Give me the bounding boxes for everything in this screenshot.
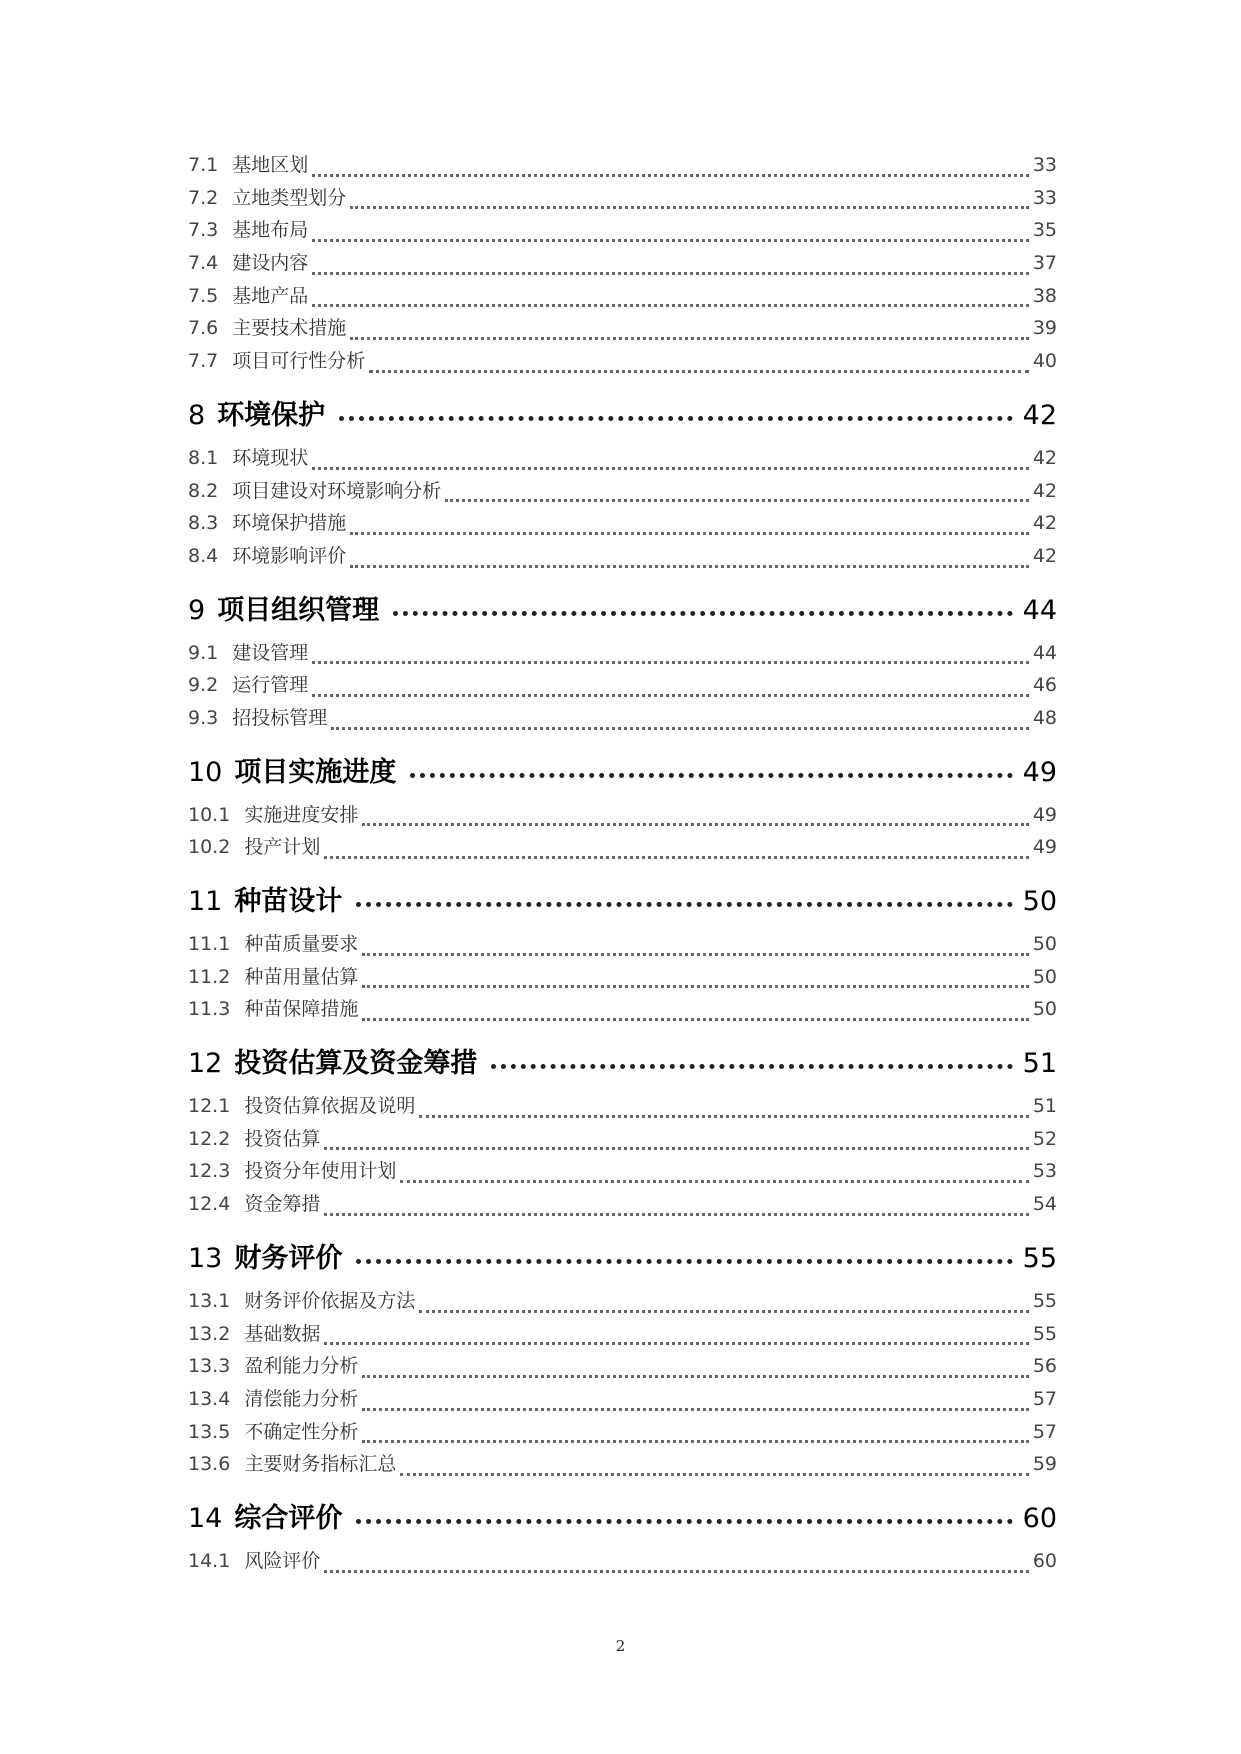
toc-entry-page: 55 bbox=[1032, 1322, 1057, 1345]
toc-entry-title: 项目可行性分析 bbox=[232, 350, 366, 373]
toc-chapter-entry[interactable] bbox=[188, 1236, 1057, 1272]
toc-dot-leader bbox=[445, 499, 1029, 502]
toc-dot-leader bbox=[312, 304, 1029, 307]
toc-entry-page: 56 bbox=[1032, 1355, 1057, 1378]
toc-entry-number: 7.3 bbox=[188, 219, 219, 242]
toc-entry-title: 种苗保障措施 bbox=[244, 998, 359, 1021]
toc-entry-page: 42 bbox=[1032, 479, 1057, 502]
toc-entry-number: 14 bbox=[188, 1502, 223, 1532]
toc-dot-leader bbox=[419, 1310, 1028, 1313]
toc-dot-leader bbox=[312, 239, 1029, 242]
table-of-contents bbox=[188, 150, 1057, 1579]
toc-entry-number: 13.5 bbox=[188, 1420, 231, 1443]
toc-entry-title: 环境保护措施 bbox=[232, 512, 347, 535]
toc-section-entry[interactable] bbox=[188, 508, 1057, 541]
toc-dot-leader bbox=[356, 902, 1012, 907]
toc-dot-leader bbox=[362, 1440, 1028, 1443]
toc-dot-leader bbox=[362, 985, 1028, 988]
toc-section-entry[interactable] bbox=[188, 1546, 1057, 1579]
toc-entry-number: 13.3 bbox=[188, 1355, 231, 1378]
toc-section-entry[interactable] bbox=[188, 962, 1057, 995]
toc-entry-title: 投资估算及资金筹措 bbox=[234, 1048, 478, 1078]
toc-entry-page: 57 bbox=[1032, 1387, 1057, 1410]
toc-section-entry[interactable] bbox=[188, 1124, 1057, 1157]
toc-entry-number: 7.4 bbox=[188, 252, 219, 275]
toc-entry-number: 8 bbox=[188, 399, 206, 429]
toc-entry-title: 环境现状 bbox=[232, 446, 309, 469]
toc-dot-leader bbox=[350, 565, 1029, 568]
toc-dot-leader bbox=[350, 532, 1029, 535]
toc-entry-title: 盈利能力分析 bbox=[244, 1355, 359, 1378]
toc-entry-number: 12.2 bbox=[188, 1127, 231, 1150]
toc-entry-title: 运行管理 bbox=[232, 674, 309, 697]
toc-section-entry[interactable] bbox=[188, 1286, 1057, 1319]
toc-entry-title: 基地布局 bbox=[232, 219, 309, 242]
toc-section-entry[interactable] bbox=[188, 1351, 1057, 1384]
toc-section-entry[interactable] bbox=[188, 994, 1057, 1027]
toc-entry-number: 8.2 bbox=[188, 479, 219, 502]
toc-entry-page: 55 bbox=[1022, 1242, 1057, 1272]
toc-entry-number: 12.1 bbox=[188, 1095, 231, 1118]
toc-entry-page: 49 bbox=[1022, 756, 1057, 786]
toc-dot-leader bbox=[331, 727, 1029, 730]
toc-dot-leader bbox=[350, 206, 1029, 209]
toc-entry-number: 11 bbox=[188, 886, 223, 915]
toc-dot-leader bbox=[312, 694, 1029, 697]
toc-entry-page: 42 bbox=[1032, 544, 1057, 567]
toc-entry-page: 38 bbox=[1032, 284, 1057, 307]
toc-entry-number: 13.2 bbox=[188, 1322, 231, 1345]
toc-section-entry[interactable] bbox=[188, 281, 1057, 314]
toc-entry-title: 不确定性分析 bbox=[244, 1420, 359, 1443]
toc-entry-page: 37 bbox=[1032, 252, 1057, 275]
toc-dot-leader bbox=[324, 1213, 1028, 1216]
toc-section-entry[interactable] bbox=[188, 215, 1057, 248]
toc-section-entry[interactable] bbox=[188, 800, 1057, 833]
toc-dot-leader bbox=[312, 272, 1029, 275]
toc-entry-number: 7.7 bbox=[188, 350, 219, 373]
toc-dot-leader bbox=[312, 661, 1029, 664]
toc-entry-page: 50 bbox=[1032, 933, 1057, 955]
toc-entry-title: 项目建设对环境影响分析 bbox=[232, 479, 442, 502]
toc-entry-title: 建设管理 bbox=[232, 641, 309, 664]
toc-entry-title: 基础数据 bbox=[244, 1322, 321, 1345]
toc-entry-page: 39 bbox=[1032, 317, 1057, 340]
toc-section-entry[interactable] bbox=[188, 1417, 1057, 1450]
toc-entry-title: 财务评价 bbox=[234, 1242, 343, 1272]
toc-section-entry[interactable] bbox=[188, 1384, 1057, 1417]
toc-section-entry[interactable] bbox=[188, 248, 1057, 281]
toc-entry-page: 46 bbox=[1032, 674, 1057, 697]
toc-entry-page: 60 bbox=[1022, 1502, 1057, 1532]
toc-entry-number: 12.3 bbox=[188, 1160, 231, 1183]
toc-entry-page: 57 bbox=[1032, 1420, 1057, 1443]
toc-dot-leader bbox=[339, 416, 1012, 421]
toc-entry-number: 10.2 bbox=[188, 836, 231, 859]
toc-section-entry[interactable] bbox=[188, 443, 1057, 476]
toc-dot-leader bbox=[362, 953, 1028, 956]
toc-entry-number: 14.1 bbox=[188, 1549, 231, 1572]
toc-entry-title: 主要财务指标汇总 bbox=[244, 1453, 397, 1476]
toc-entry-number: 9.3 bbox=[188, 706, 219, 729]
toc-entry-number: 11.1 bbox=[188, 933, 231, 955]
toc-dot-leader bbox=[369, 370, 1029, 373]
toc-dot-leader bbox=[491, 1064, 1012, 1069]
toc-section-entry[interactable] bbox=[188, 1189, 1057, 1222]
toc-section-entry[interactable] bbox=[188, 150, 1057, 183]
toc-entry-number: 13.6 bbox=[188, 1453, 231, 1476]
toc-entry-number: 11.3 bbox=[188, 998, 231, 1021]
toc-entry-page: 49 bbox=[1032, 803, 1057, 826]
toc-entry-page: 59 bbox=[1032, 1453, 1057, 1476]
toc-dot-leader bbox=[312, 174, 1029, 177]
toc-entry-number: 12.4 bbox=[188, 1193, 231, 1216]
toc-entry-page: 49 bbox=[1032, 836, 1057, 859]
toc-entry-title: 清偿能力分析 bbox=[244, 1387, 359, 1410]
toc-entry-number: 11.2 bbox=[188, 965, 231, 988]
toc-entry-title: 项目实施进度 bbox=[234, 756, 397, 786]
toc-entry-number: 13 bbox=[188, 1242, 223, 1272]
toc-entry-title: 实施进度安排 bbox=[244, 803, 359, 826]
toc-dot-leader bbox=[362, 1375, 1028, 1378]
toc-dot-leader bbox=[324, 1342, 1028, 1345]
toc-entry-number: 10 bbox=[188, 756, 223, 786]
toc-entry-title: 立地类型划分 bbox=[232, 186, 347, 209]
toc-dot-leader bbox=[324, 1147, 1028, 1150]
toc-entry-page: 35 bbox=[1032, 219, 1057, 242]
toc-entry-title: 环境影响评价 bbox=[232, 544, 347, 567]
toc-dot-leader bbox=[312, 467, 1029, 470]
toc-dot-leader bbox=[419, 1115, 1028, 1118]
toc-chapter-entry[interactable] bbox=[188, 588, 1057, 624]
toc-entry-title: 项目组织管理 bbox=[217, 594, 380, 624]
toc-entry-page: 54 bbox=[1032, 1193, 1057, 1216]
toc-entry-title: 基地区划 bbox=[232, 154, 309, 176]
toc-dot-leader bbox=[410, 773, 1012, 778]
toc-entry-number: 9.2 bbox=[188, 674, 219, 697]
toc-entry-title: 投资估算 bbox=[244, 1127, 321, 1150]
toc-entry-title: 主要技术措施 bbox=[232, 317, 347, 340]
toc-entry-page: 60 bbox=[1032, 1549, 1057, 1572]
toc-section-entry[interactable] bbox=[188, 1156, 1057, 1189]
toc-chapter-entry[interactable] bbox=[188, 1496, 1057, 1532]
toc-dot-leader bbox=[350, 337, 1029, 340]
toc-entry-page: 55 bbox=[1032, 1289, 1057, 1312]
toc-dot-leader bbox=[400, 1473, 1028, 1476]
toc-chapter-entry[interactable] bbox=[188, 393, 1057, 429]
toc-entry-number: 13.4 bbox=[188, 1387, 231, 1410]
toc-section-entry[interactable] bbox=[188, 541, 1057, 574]
toc-entry-title: 招投标管理 bbox=[232, 706, 328, 729]
toc-dot-leader bbox=[400, 1180, 1028, 1183]
toc-entry-title: 风险评价 bbox=[244, 1549, 321, 1572]
toc-entry-page: 42 bbox=[1032, 512, 1057, 535]
toc-entry-title: 环境保护 bbox=[217, 399, 326, 429]
toc-section-entry[interactable] bbox=[188, 183, 1057, 216]
toc-entry-title: 资金筹措 bbox=[244, 1193, 321, 1216]
toc-section-entry[interactable] bbox=[188, 476, 1057, 509]
toc-dot-leader bbox=[362, 1408, 1028, 1411]
toc-dot-leader bbox=[356, 1519, 1012, 1524]
toc-dot-leader bbox=[362, 823, 1028, 826]
toc-section-entry[interactable] bbox=[188, 929, 1057, 962]
toc-entry-title: 投资分年使用计划 bbox=[244, 1160, 397, 1183]
toc-dot-leader bbox=[356, 1259, 1012, 1264]
toc-chapter-entry[interactable] bbox=[188, 1041, 1057, 1077]
toc-entry-number: 8.3 bbox=[188, 512, 219, 535]
toc-section-entry[interactable] bbox=[188, 832, 1057, 865]
toc-entry-page: 52 bbox=[1032, 1127, 1057, 1150]
toc-entry-number: 7.5 bbox=[188, 284, 219, 307]
toc-entry-number: 12 bbox=[188, 1048, 223, 1078]
toc-entry-page: 44 bbox=[1032, 641, 1057, 664]
toc-entry-title: 投资估算依据及说明 bbox=[244, 1095, 416, 1118]
toc-entry-page: 50 bbox=[1022, 886, 1057, 915]
toc-section-entry[interactable] bbox=[188, 703, 1057, 736]
toc-section-entry[interactable] bbox=[188, 670, 1057, 703]
toc-entry-page: 42 bbox=[1032, 446, 1057, 469]
toc-entry-title: 综合评价 bbox=[234, 1502, 343, 1532]
toc-entry-title: 财务评价依据及方法 bbox=[244, 1289, 416, 1312]
toc-entry-page: 33 bbox=[1032, 186, 1057, 209]
toc-entry-title: 种苗质量要求 bbox=[244, 933, 359, 955]
toc-entry-number: 10.1 bbox=[188, 803, 231, 826]
toc-entry-page: 50 bbox=[1032, 998, 1057, 1021]
toc-section-entry[interactable] bbox=[188, 1319, 1057, 1352]
toc-entry-title: 投产计划 bbox=[244, 836, 321, 859]
toc-entry-number: 9 bbox=[188, 594, 206, 624]
toc-entry-page: 51 bbox=[1032, 1095, 1057, 1118]
toc-entry-page: 40 bbox=[1032, 350, 1057, 373]
toc-entry-number: 9.1 bbox=[188, 641, 219, 664]
toc-entry-page: 44 bbox=[1022, 594, 1057, 624]
toc-entry-title: 建设内容 bbox=[232, 252, 309, 275]
toc-entry-page: 42 bbox=[1022, 399, 1057, 429]
toc-entry-number: 8.1 bbox=[188, 446, 219, 469]
toc-entry-number: 8.4 bbox=[188, 544, 219, 567]
toc-section-entry[interactable] bbox=[188, 1449, 1057, 1482]
toc-dot-leader bbox=[324, 856, 1028, 859]
toc-entry-number: 7.2 bbox=[188, 186, 219, 209]
toc-dot-leader bbox=[362, 1018, 1028, 1021]
toc-entry-page: 51 bbox=[1022, 1048, 1057, 1078]
toc-entry-title: 基地产品 bbox=[232, 284, 309, 307]
toc-entry-page: 48 bbox=[1032, 706, 1057, 729]
toc-entry-number: 13.1 bbox=[188, 1289, 231, 1312]
toc-chapter-entry[interactable] bbox=[188, 879, 1057, 915]
toc-dot-leader bbox=[324, 1570, 1028, 1573]
toc-section-entry[interactable] bbox=[188, 346, 1057, 379]
toc-entry-number: 7.6 bbox=[188, 317, 219, 340]
toc-section-entry[interactable] bbox=[188, 313, 1057, 346]
toc-entry-title: 种苗用量估算 bbox=[244, 965, 359, 988]
toc-entry-number: 7.1 bbox=[188, 154, 219, 176]
toc-section-entry[interactable] bbox=[188, 1091, 1057, 1124]
toc-entry-page: 53 bbox=[1032, 1160, 1057, 1183]
toc-chapter-entry[interactable] bbox=[188, 750, 1057, 786]
page-number: 2 bbox=[615, 1637, 626, 1655]
toc-entry-title: 种苗设计 bbox=[234, 886, 343, 915]
toc-section-entry[interactable] bbox=[188, 638, 1057, 671]
toc-entry-page: 50 bbox=[1032, 965, 1057, 988]
toc-dot-leader bbox=[393, 611, 1012, 616]
toc-entry-page: 33 bbox=[1032, 154, 1057, 176]
